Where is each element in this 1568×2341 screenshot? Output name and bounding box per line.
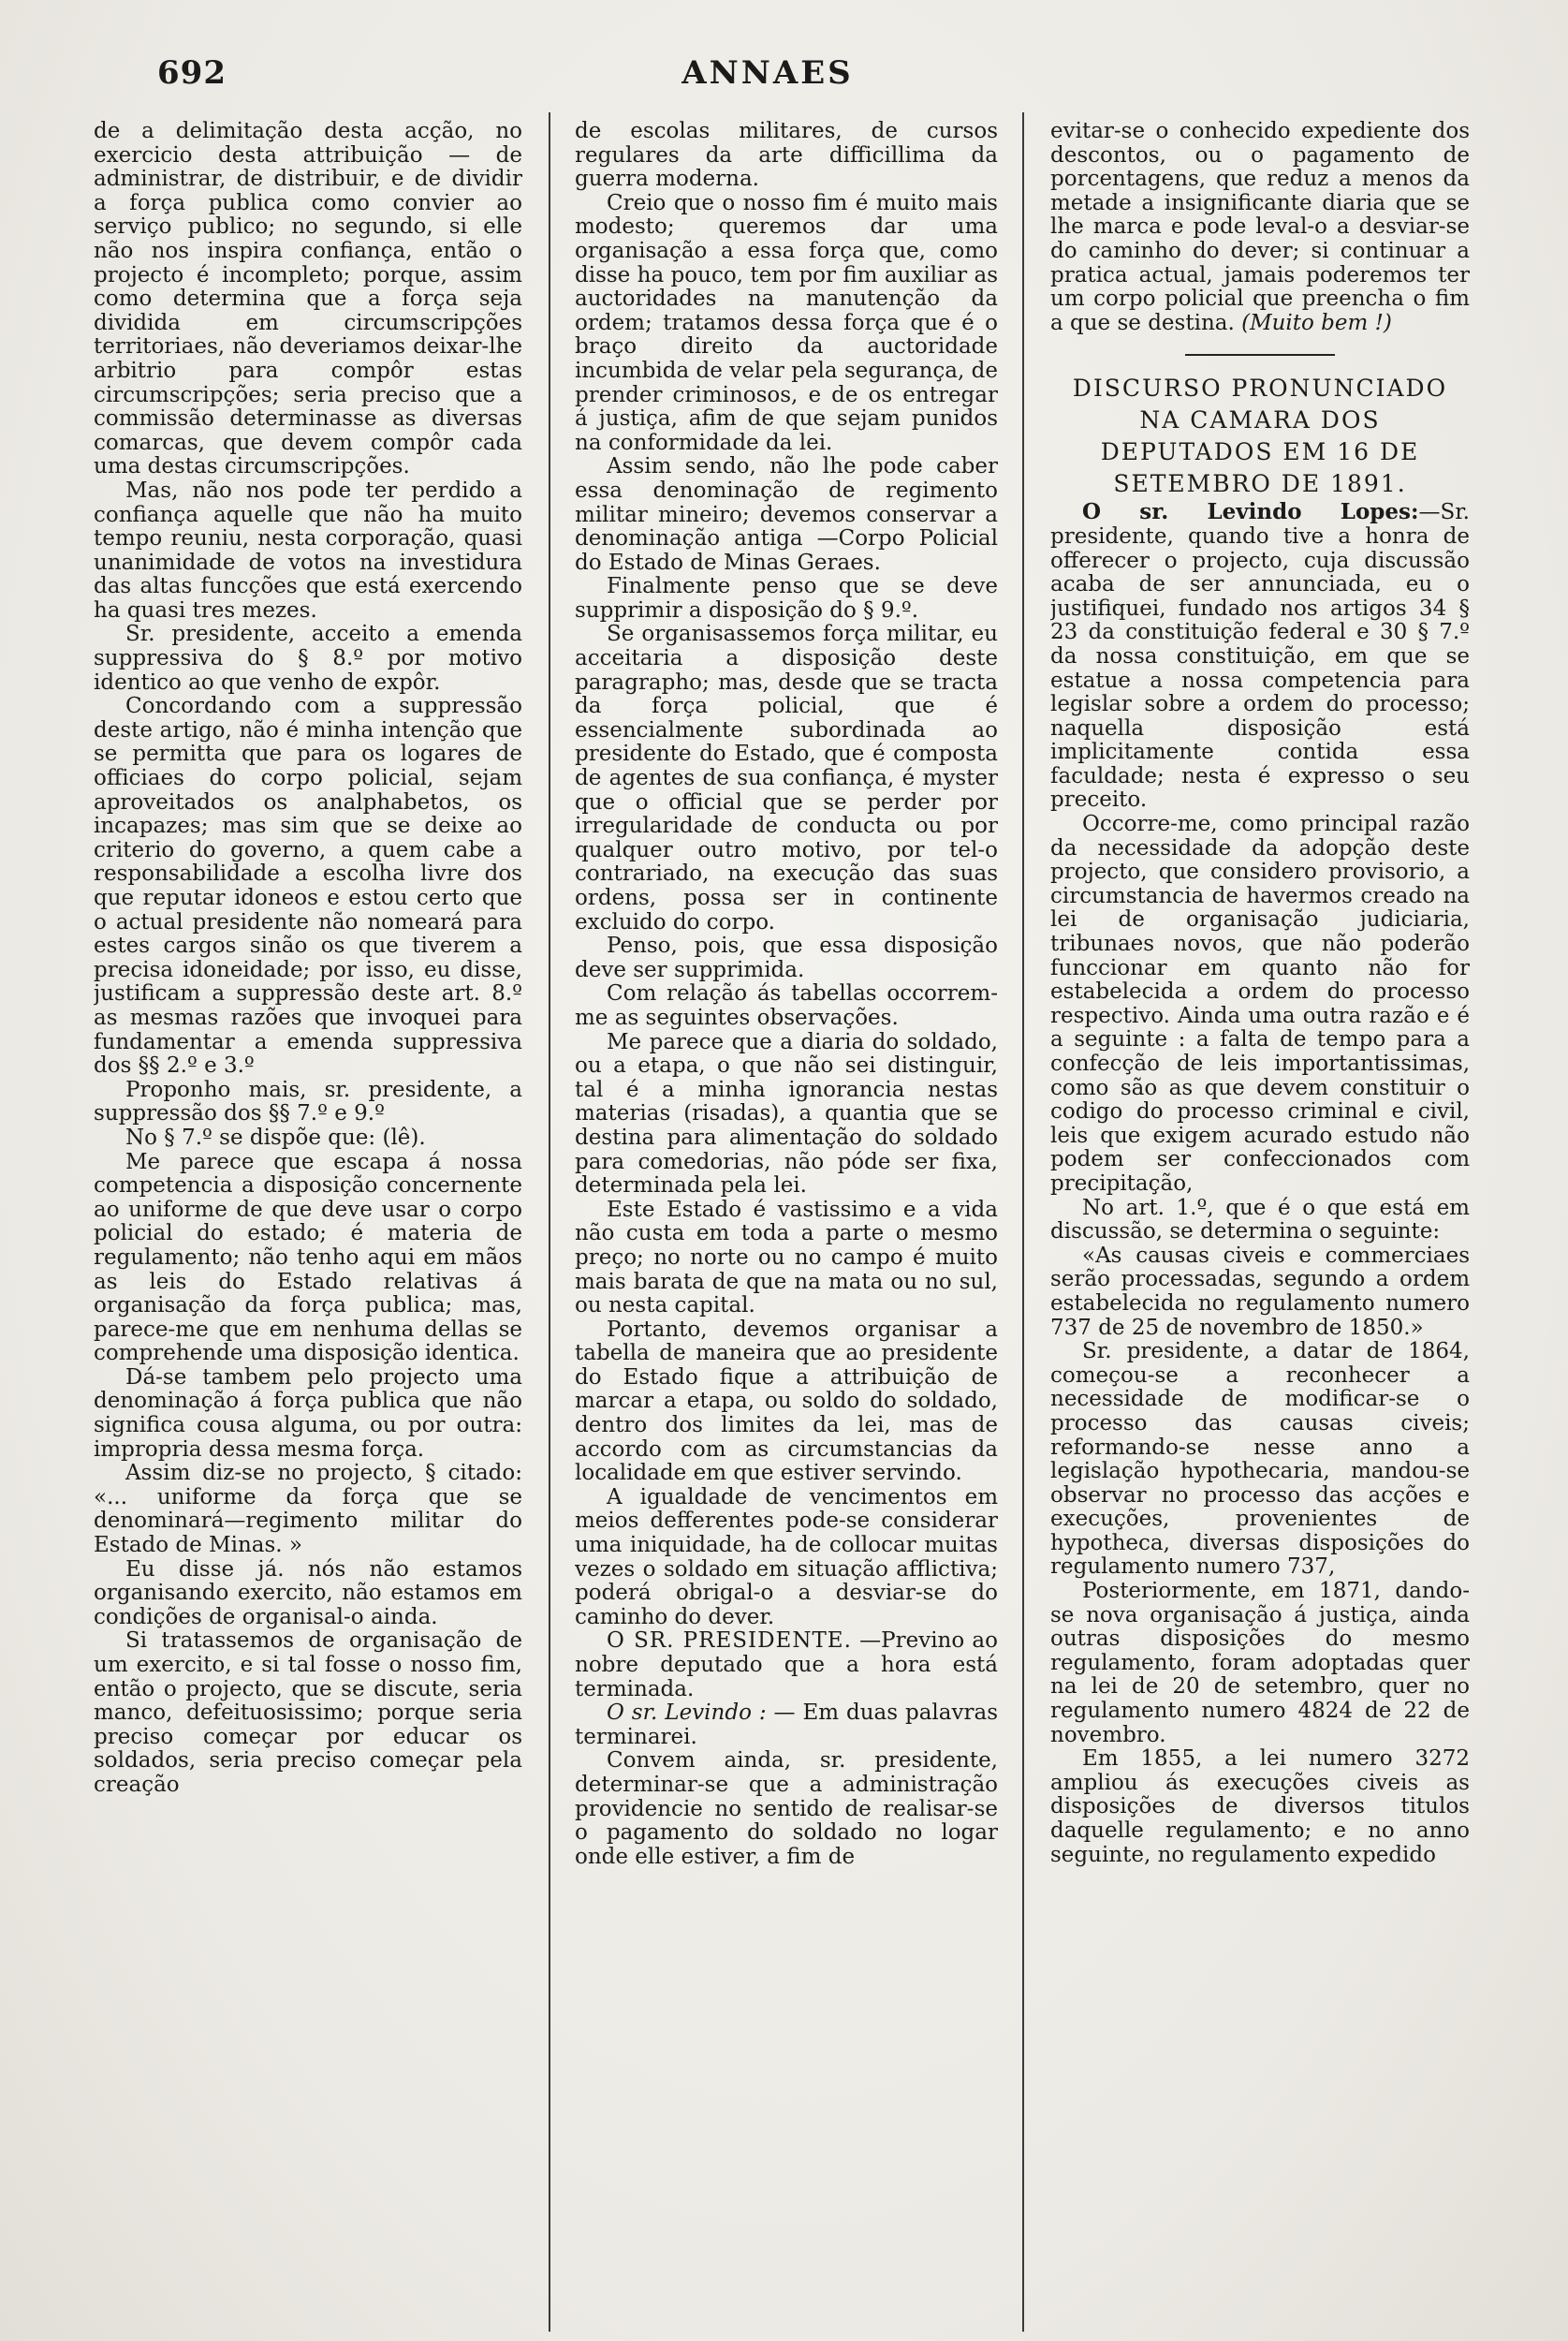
paragraph: Mas, não nos pode ter perdido a confiança aquelle que não ha muito tempo reuniu, nesta corporação, quasi unanimidade de votos na investidura das altas funcções que está exercendo ha quasi tres mezes. bbox=[94, 478, 522, 623]
paragraph: Concordando com a suppressão deste artigo, não é minha intenção que se permitta que para os logares de officiaes do corpo policial, sejam aproveitados os analphabetos, os incapazes; mas sim que se deixe ao criterio do governo, a quem cabe a responsabilidade a escolha livre dos que reputar idoneos e estou certo que o actual presidente não nomeará para estes cargos sinão os que tiverem a precisa idoneidade; por isso, eu disse, justificam a suppressão deste art. 8.º as mesmas razões que invoquei para fundamentar a emenda suppressiva dos §§ 2.º e 3.º bbox=[94, 694, 522, 1079]
paragraph: Me parece que escapa á nossa competencia a disposição concernente ao uniforme de que deve usar o corpo policial do estado; é materia de regulamento; não tenho aqui em mãos as leis do Estado relativas á organisação da força publica; mas, parece-me que em nenhuma dellas se comprehende uma disposição identica. bbox=[94, 1149, 522, 1366]
paragraph: Proponho mais, sr. presidente, a suppressão dos §§ 7.º e 9.º bbox=[94, 1077, 522, 1126]
paragraph: No art. 1.º, que é o que está em discussão, se determina o seguinte: bbox=[1050, 1195, 1470, 1244]
paragraph: «As causas civeis e commerciaes serão processadas, segundo a ordem estabelecida no regulamento numero 737 de 25 de novembro de 1850.» bbox=[1050, 1243, 1470, 1340]
paragraph: Sr. presidente, acceito a emenda suppressiva do § 8.º por motivo identico ao que venho de expôr. bbox=[94, 622, 522, 695]
paragraph bbox=[1050, 500, 1470, 813]
column-2 bbox=[575, 120, 998, 2330]
paragraph: Si tratassemos de organisação de um exercito, e si tal fosse o nosso fim, então o projecto, que se discute, seria manco, defeituosissimo; porque seria preciso começar por educar os soldados, seria preciso começar pela creação bbox=[94, 1628, 522, 1797]
paragraph: Occorre-me, como principal razão da necessidade da adopção deste projecto, que considero provisorio, a circumstancia de havermos creado na lei de organisação judiciaria, tribunaes novos, que não poderão funccionar em quanto não for estabelecida a ordem do processo respectivo. Ainda uma outra razão e é a seguinte : a falta de tempo para a confecção de leis importantissimas, como são as que devem constituir o codigo do processo criminal e civil, leis que exigem acurado estudo não podem ser confeccionados com precipitação, bbox=[1050, 812, 1470, 1196]
paragraph: Com relação ás tabellas occorrem-me as seguintes observações. bbox=[575, 981, 998, 1030]
paragraph: Creio que o nosso fim é muito mais modesto; queremos dar uma organisação a essa força que, como disse ha pouco, tem por fim auxiliar as auctoridades na manutenção da ordem; tratamos dessa força que é o braço direito da auctoridade incumbida de velar pela segurança, de prender criminosos, e de os entregar á justiça, afim de que sejam punidos na conformidade da lei. bbox=[575, 190, 998, 455]
running-title: ANNAES bbox=[681, 54, 854, 92]
speaker-name: O sr. Levindo : bbox=[607, 1701, 767, 1726]
column-rule bbox=[1022, 112, 1024, 2332]
page-number: 692 bbox=[157, 54, 227, 92]
paragraph: A igualdade de vencimentos em meios defferentes pode-se considerar uma iniquidade, ha de collocar muitas vezes o soldado em situação afflictiva; poderá obrigal-o a desviar-se do caminho do dever. bbox=[575, 1484, 998, 1629]
paragraph: Em 1855, a lei numero 3272 ampliou ás execuções civeis as disposições de diversos titulos daquelle regulamento; e no anno seguinte, no regulamento expedido bbox=[1050, 1746, 1470, 1867]
speech-title: DISCURSO PRONUNCIADO NA CAMARA DOS DEPUTADOS EM 16 DE SETEMBRO DE 1891. bbox=[1072, 375, 1448, 498]
section-separator bbox=[1185, 354, 1335, 356]
paragraph: Finalmente penso que se deve supprimir a disposição do § 9.º. bbox=[575, 574, 998, 623]
speech-text: — Em duas palavras terminarei. bbox=[575, 1701, 998, 1749]
paragraph bbox=[575, 1629, 998, 1701]
paragraph: Este Estado é vastissimo e a vida não custa em toda a parte o mesmo preço; no norte ou no campo é muito mais barata de que na mata ou no sul, ou nesta capital. bbox=[575, 1197, 998, 1318]
paragraph: No § 7.º se dispõe que: (lê). bbox=[125, 1125, 426, 1150]
paragraph: de escolas militares, de cursos regulares da arte difficillima da guerra moderna. bbox=[575, 120, 998, 192]
speech-text: —Previno ao nobre deputado que a hora está terminada. bbox=[575, 1628, 998, 1701]
paragraph: Eu disse já. nós não estamos organisando exercito, não estamos em condições de organisal-o ainda. bbox=[94, 1556, 522, 1629]
paragraph: Penso, pois, que essa disposição deve ser supprimida. bbox=[575, 934, 998, 982]
paragraph: Posteriormente, em 1871, dando-se nova organisação á justiça, ainda outras disposições do mesmo regulamento, foram adoptadas quer na lei de 20 de setembro, quer no regulamento numero 4824 de 22 de novembro. bbox=[1050, 1579, 1470, 1747]
column-3 bbox=[1050, 120, 1470, 2330]
applause-note: (Muito bem !) bbox=[1241, 310, 1392, 335]
column-1 bbox=[94, 120, 522, 2330]
paragraph: Convem ainda, sr. presidente, determinar-se que a administração providencie no sentido de realisar-se o pagamento do soldado no logar onde elle estiver, a fim de bbox=[575, 1748, 998, 1869]
paragraph bbox=[575, 1701, 998, 1749]
speaker-name: O sr. Levindo Lopes: bbox=[1082, 499, 1419, 525]
paragraph: Sr. presidente, a datar de 1864, começou-se a reconhecer a necessidade de modificar-se o processo das causas civeis; reformando-se nesse anno a legislação hypothecaria, mandou-se observar no processo das acções e execuções, provenientes de hypotheca, diversas disposições do regulamento numero 737, bbox=[1050, 1339, 1470, 1580]
paragraph bbox=[1050, 120, 1470, 335]
speaker-name: O SR. PRESIDENTE. bbox=[607, 1628, 852, 1654]
page-header bbox=[0, 54, 1568, 101]
paragraph: Portanto, devemos organisar a tabella de maneira que ao presidente do Estado fique a attribuição de marcar a etapa, ou soldo do soldado, dentro dos limites da lei, mas de accordo com as circumstancias da localidade em que estiver servindo. bbox=[575, 1317, 998, 1486]
paragraph: Assim sendo, não lhe pode caber essa denominação de regimento militar mineiro; devemos conservar a denominação antiga —Corpo Policial do Estado de Minas Geraes. bbox=[575, 454, 998, 575]
paragraph: Dá-se tambem pelo projecto uma denominação á força publica que não significa cousa alguma, ou por outra: impropria dessa mesma força. bbox=[94, 1364, 522, 1462]
speech-text: —Sr. presidente, quando tive a honra de offerecer o projecto, cuja discussão acaba de ser annunciada, eu o justifiquei, fundado nos artigos 34 § 23 da constituição federal e 30 § 7.º da nossa constituição, em que se estatue a nossa competencia para legislar sobre a ordem do processo; naquella disposição está implicitamente contida essa faculdade; nesta é expresso o seu preceito. bbox=[1050, 500, 1470, 813]
column-rule bbox=[549, 112, 550, 2332]
paragraph: Assim diz-se no projecto, § citado: «... uniforme da força que se denominará—regimento militar do Estado de Minas. » bbox=[94, 1461, 522, 1558]
paragraph: Se organisassemos força militar, eu acceitaria a disposição deste paragrapho; mas, desde que se tracta da força policial, que é essencialmente subordinada ao presidente do Estado, que é composta de agentes de sua confiança, é myster que o official que se perder por irregularidade de conducta ou por qualquer outro motivo, por tel-o contrariado, na execução das suas ordens, possa ser in continente excluido do corpo. bbox=[575, 622, 998, 935]
paragraph: Me parece que a diaria do soldado, ou a etapa, o que não sei distinguir, tal é a minha ignorancia nestas materias (risadas), a quantia que se destina para alimentação do soldado para comedorias, não póde ser fixa, determinada pela lei. bbox=[575, 1029, 998, 1199]
speech-text: evitar-se o conhecido expediente dos descontos, ou o pagamento de porcentagens, que reduz a menos da metade a insignificante diaria que se lhe marca e pode leval-o a desviar-se do caminho do dever; si continuar a pratica actual, jamais poderemos ter um corpo policial que preencha o fim a que se destina. bbox=[1050, 120, 1470, 335]
paragraph: de a delimitação desta acção, no exercicio desta attribuição — de administrar, de distribuir, e de dividir a força publica como convier ao serviço publico; no segundo, si elle não nos inspira confiança, então o projecto é incompleto; porque, assim como determina que a força seja dividida em circumscripções territoriaes, não deveriamos deixar-lhe arbitrio para compôr estas circumscripções; seria preciso que a commissão determinasse as diversas comarcas, que devem compôr cada uma destas circumscripções. bbox=[94, 120, 522, 479]
